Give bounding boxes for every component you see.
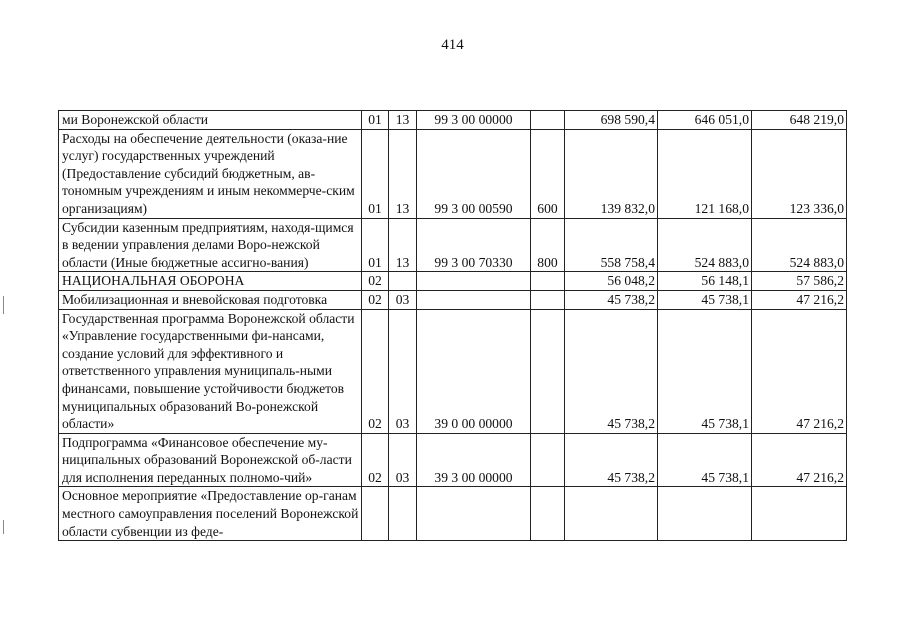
table-row bbox=[59, 309, 847, 433]
section-code: 02 bbox=[362, 309, 389, 433]
subsection-code bbox=[389, 272, 417, 291]
table-row bbox=[59, 111, 847, 130]
expense-type-code bbox=[531, 433, 565, 487]
amount-year-3 bbox=[752, 487, 847, 541]
subsection-code: 03 bbox=[389, 290, 417, 309]
row-name: Основное мероприятие «Предоставление ор-ганам местного самоуправления поселений Воронежской области субвенции из феде- bbox=[59, 487, 362, 541]
subsection-code: 13 bbox=[389, 111, 417, 130]
subsection-code: 03 bbox=[389, 309, 417, 433]
target-article-code: 39 3 00 00000 bbox=[417, 433, 531, 487]
row-name: Субсидии казенным предприятиям, находя-щимся в ведении управления делами Воро-нежской области (Иные бюджетные ассигно-вания) bbox=[59, 218, 362, 272]
section-code: 01 bbox=[362, 218, 389, 272]
expense-type-code: 800 bbox=[531, 218, 565, 272]
amount-year-1: 45 738,2 bbox=[565, 433, 658, 487]
section-code: 02 bbox=[362, 272, 389, 291]
scan-edge-mark bbox=[3, 296, 4, 314]
section-code: 02 bbox=[362, 290, 389, 309]
budget-table bbox=[58, 110, 847, 541]
amount-year-2 bbox=[658, 487, 752, 541]
row-name: ми Воронежской области bbox=[59, 111, 362, 130]
subsection-code: 03 bbox=[389, 433, 417, 487]
amount-year-1: 139 832,0 bbox=[565, 129, 658, 218]
row-name: Подпрограмма «Финансовое обеспечение му-ниципальных образований Воронежской об-ласти для исполнения переданных полномо-чий» bbox=[59, 433, 362, 487]
target-article-code bbox=[417, 272, 531, 291]
section-code: 02 bbox=[362, 433, 389, 487]
subsection-code: 13 bbox=[389, 129, 417, 218]
amount-year-3: 123 336,0 bbox=[752, 129, 847, 218]
amount-year-2: 646 051,0 bbox=[658, 111, 752, 130]
section-code: 01 bbox=[362, 111, 389, 130]
amount-year-1: 698 590,4 bbox=[565, 111, 658, 130]
amount-year-1: 45 738,2 bbox=[565, 309, 658, 433]
amount-year-2: 45 738,1 bbox=[658, 290, 752, 309]
section-code: 01 bbox=[362, 129, 389, 218]
page-number: 414 bbox=[441, 37, 464, 53]
target-article-code bbox=[417, 290, 531, 309]
row-name: Расходы на обеспечение деятельности (оказа-ние услуг) государственных учреждений (Предоставление субсидий бюджетным, ав-тономным учреждениям и иным некоммерче-ским организациям) bbox=[59, 129, 362, 218]
amount-year-1 bbox=[565, 487, 658, 541]
target-article-code: 39 0 00 00000 bbox=[417, 309, 531, 433]
row-name: НАЦИОНАЛЬНАЯ ОБОРОНА bbox=[59, 272, 362, 291]
amount-year-2: 121 168,0 bbox=[658, 129, 752, 218]
target-article-code: 99 3 00 00000 bbox=[417, 111, 531, 130]
expense-type-code bbox=[531, 487, 565, 541]
table-row bbox=[59, 290, 847, 309]
table-row bbox=[59, 487, 847, 541]
amount-year-3: 47 216,2 bbox=[752, 433, 847, 487]
amount-year-2: 56 148,1 bbox=[658, 272, 752, 291]
target-article-code bbox=[417, 487, 531, 541]
amount-year-3: 47 216,2 bbox=[752, 309, 847, 433]
expense-type-code bbox=[531, 309, 565, 433]
subsection-code: 13 bbox=[389, 218, 417, 272]
table-row bbox=[59, 433, 847, 487]
amount-year-2: 524 883,0 bbox=[658, 218, 752, 272]
table-row bbox=[59, 129, 847, 218]
amount-year-3: 47 216,2 bbox=[752, 290, 847, 309]
row-name: Мобилизационная и вневойсковая подготовка bbox=[59, 290, 362, 309]
target-article-code: 99 3 00 00590 bbox=[417, 129, 531, 218]
row-name: Государственная программа Воронежской области «Управление государственными фи-нансами, создание условий для эффективного и ответственного управления муниципаль-ными финансами, повышение устойчивости бюджетов муниципальных образований Во-ронежской области» bbox=[59, 309, 362, 433]
amount-year-3: 524 883,0 bbox=[752, 218, 847, 272]
target-article-code: 99 3 00 70330 bbox=[417, 218, 531, 272]
amount-year-1: 45 738,2 bbox=[565, 290, 658, 309]
amount-year-2: 45 738,1 bbox=[658, 433, 752, 487]
expense-type-code bbox=[531, 111, 565, 130]
subsection-code bbox=[389, 487, 417, 541]
amount-year-1: 56 048,2 bbox=[565, 272, 658, 291]
expense-type-code bbox=[531, 272, 565, 291]
table-row bbox=[59, 218, 847, 272]
expense-type-code bbox=[531, 290, 565, 309]
amount-year-3: 648 219,0 bbox=[752, 111, 847, 130]
section-code bbox=[362, 487, 389, 541]
table-row bbox=[59, 272, 847, 291]
expense-type-code: 600 bbox=[531, 129, 565, 218]
amount-year-3: 57 586,2 bbox=[752, 272, 847, 291]
amount-year-2: 45 738,1 bbox=[658, 309, 752, 433]
amount-year-1: 558 758,4 bbox=[565, 218, 658, 272]
scan-edge-mark bbox=[3, 520, 4, 534]
